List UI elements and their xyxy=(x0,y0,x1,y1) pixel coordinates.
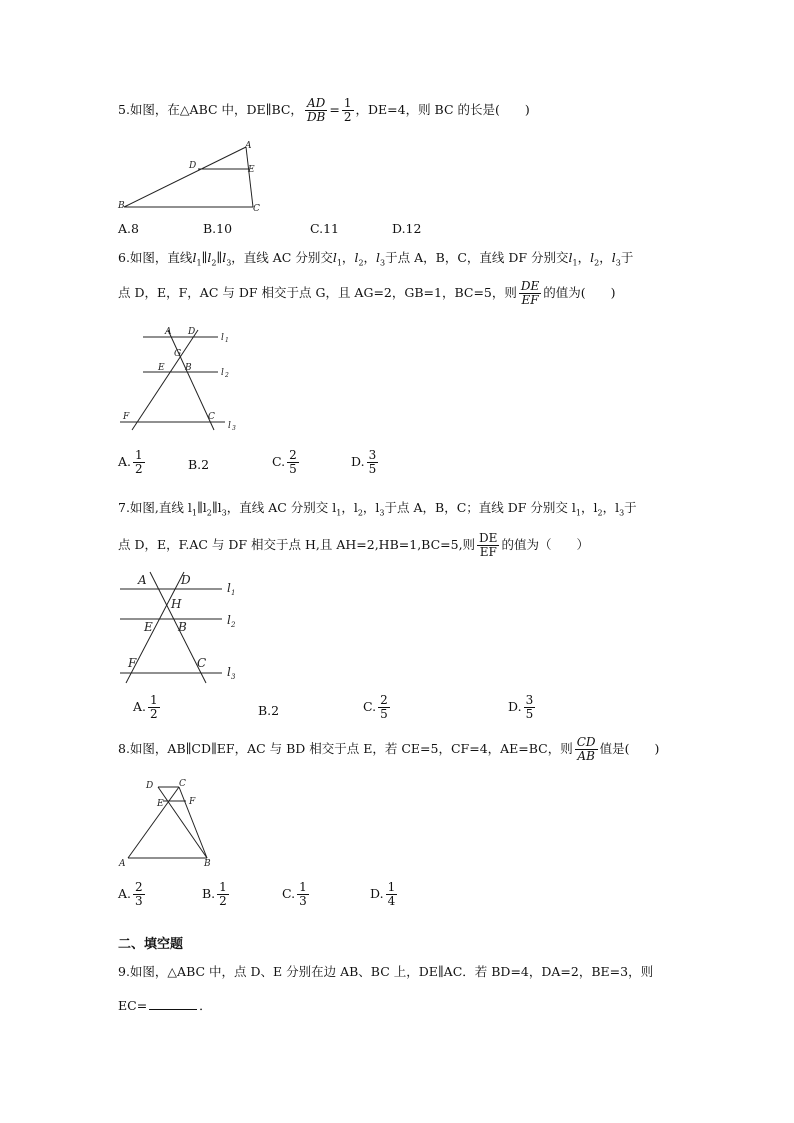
q5-label-A: A xyxy=(245,141,252,151)
q6-text-e: 于点 A，B，C，直线 DF 分别交 xyxy=(385,250,569,265)
q6-l3: l xyxy=(222,250,227,265)
q6-label-F: F xyxy=(123,412,130,422)
q7-par1: ∥l xyxy=(196,500,207,515)
q6-l1-sub: 1 xyxy=(196,258,202,268)
q7-s2c: 2 xyxy=(597,508,603,518)
q8-label-F: F xyxy=(189,797,196,807)
q7-label-l1: l xyxy=(227,581,231,595)
q6-l2b: l xyxy=(354,250,359,265)
q6-l3-sub: 3 xyxy=(226,258,232,268)
q8-option-c-prefix: C. xyxy=(282,886,296,901)
q6-l3b-sub: 3 xyxy=(380,258,386,268)
q8-text-b: 值是( ) xyxy=(599,741,660,756)
q8-option-b[interactable] xyxy=(202,881,231,908)
q8-label-B: B xyxy=(204,859,211,869)
q7-s3: 3 xyxy=(221,508,227,518)
q8-label-A: A xyxy=(119,859,126,869)
q6-l3c: l xyxy=(611,250,616,265)
q7-text-e: 于点 A，B，C；直线 DF 分别交 l xyxy=(384,500,576,515)
q6-l3c-sub: 3 xyxy=(615,258,621,268)
q6-label-D: D xyxy=(188,327,196,337)
q5-value-num: 1 xyxy=(343,96,352,110)
q6-text-c2: ， xyxy=(577,250,591,265)
q8-option-d-prefix: D. xyxy=(370,886,384,901)
q6-l2: l xyxy=(207,250,212,265)
q7-option-a-prefix: A. xyxy=(133,699,147,714)
q5-value-den: 2 xyxy=(343,110,352,124)
q6-label-E: E xyxy=(158,363,165,373)
q8-option-c[interactable] xyxy=(282,881,311,908)
q7-s3b: 3 xyxy=(379,508,385,518)
q6-option-a-prefix: A. xyxy=(118,454,132,469)
q7-par2: ∥l xyxy=(211,500,222,515)
q6-par1: ∥ xyxy=(201,250,208,265)
q5-stem-text-b: ，DE=4，则 BC 的长是( ) xyxy=(355,102,530,117)
q8-option-b-prefix: B. xyxy=(202,886,216,901)
q8-option-b-den: 2 xyxy=(219,894,227,908)
q7-ratio-den: EF xyxy=(479,545,497,559)
q7-text-b: ，直线 AC 分别交 l xyxy=(226,500,337,515)
q7-option-c-num: 2 xyxy=(380,693,388,707)
q6-l2c-sub: 2 xyxy=(594,258,600,268)
q7-option-d-prefix: D. xyxy=(508,699,522,714)
q6-label-l1: l xyxy=(221,333,224,343)
q7-label-l2-sub: 2 xyxy=(231,621,236,629)
q5-option-a[interactable]: A.8 xyxy=(118,221,139,236)
q7-s2: 2 xyxy=(206,508,212,518)
q6-text-line2: 点 D，E，F，AC 与 DF 相交于点 G，且 AG=2，GB=1，BC=5，则 xyxy=(118,285,517,300)
q7-label-l2: l xyxy=(227,613,231,627)
q6-l1: l xyxy=(192,250,197,265)
q7-label-A: A xyxy=(138,573,147,587)
q7-label-D: D xyxy=(181,573,191,587)
q6-l2b-sub: 2 xyxy=(358,258,364,268)
q6-option-a-den: 2 xyxy=(135,462,143,476)
q7-text-line2b: 的值为（ ） xyxy=(501,537,589,552)
q6-label-l3: l xyxy=(228,421,231,431)
q6-l2-sub: 2 xyxy=(211,258,217,268)
q6-option-c-prefix: C. xyxy=(272,454,286,469)
q7-label-E: E xyxy=(144,620,153,634)
q5-option-c[interactable]: C.11 xyxy=(310,221,339,236)
section-title-fill-blank: 二、填空题 xyxy=(118,937,184,952)
q5-label-D: D xyxy=(189,161,197,171)
q7-label-C: C xyxy=(197,656,207,670)
q7-label-l3-sub: 3 xyxy=(231,673,236,681)
q7-option-b[interactable]: B.2 xyxy=(258,703,280,718)
q7-option-c-den: 5 xyxy=(380,707,388,721)
q7-label-F: F xyxy=(128,656,137,670)
q7-s1c: 1 xyxy=(575,508,581,518)
q7-s3c: 3 xyxy=(619,508,625,518)
q7-text-h: 于 xyxy=(624,500,637,515)
q7-label-H: H xyxy=(171,597,182,611)
q8-option-a[interactable] xyxy=(118,881,147,908)
q8-option-b-num: 1 xyxy=(219,880,227,894)
q9-text-a: EC= xyxy=(118,998,148,1013)
q7-label-l3: l xyxy=(227,665,231,679)
q8-ratio-den: AB xyxy=(577,749,595,763)
q7-option-c-prefix: C. xyxy=(363,699,377,714)
q8-option-d-num: 1 xyxy=(387,880,396,894)
q6-label-l2-sub: 2 xyxy=(225,372,229,379)
q6-label-A: A xyxy=(165,327,172,337)
q8-option-b-fraction xyxy=(217,881,229,908)
q7-s2b: 2 xyxy=(357,508,363,518)
q6-text-f: 于 xyxy=(620,250,634,265)
q5-option-d[interactable]: D.12 xyxy=(392,221,422,236)
q8-option-a-num: 2 xyxy=(135,880,143,894)
q6-text-d2: ， xyxy=(599,250,612,265)
q6-par2: ∥ xyxy=(216,250,223,265)
q6-l1c-sub: 1 xyxy=(572,258,578,268)
q5-option-b[interactable]: B.10 xyxy=(203,221,233,236)
q7-option-a-den: 2 xyxy=(150,707,158,721)
q8-ratio-num: CD xyxy=(576,735,596,749)
q9-text-b: ． xyxy=(199,998,212,1013)
q8-option-c-den: 3 xyxy=(299,894,307,908)
q5-ratio-den: DB xyxy=(306,110,326,124)
q6-option-b[interactable]: B.2 xyxy=(188,457,210,472)
q7-text-d: ，l xyxy=(362,500,380,515)
q7-text-a: 7.如图,直线 l xyxy=(118,500,192,515)
q5-ratio-num: AD xyxy=(305,97,327,111)
q8-option-d[interactable] xyxy=(370,881,399,908)
q6-l1c: l xyxy=(568,250,573,265)
q7-ratio-num: DE xyxy=(479,531,498,545)
q6-text-a: 6.如图，直线 xyxy=(118,250,193,265)
q6-label-C: C xyxy=(208,412,215,422)
q6-option-d-prefix: D. xyxy=(351,454,365,469)
q6-label-l2: l xyxy=(221,368,224,378)
q6-label-l1-sub: 1 xyxy=(225,337,229,344)
q9-stem-line1: 9.如图，△ABC 中，点 D、E 分别在边 AB、BC 上，DE∥AC．若 BD=4，DA=2，BE=3，则 xyxy=(118,964,654,979)
q8-label-C: C xyxy=(179,779,186,789)
q6-option-c-den: 5 xyxy=(289,462,297,476)
q7-text-f: ，l xyxy=(580,500,598,515)
q8-option-a-fraction xyxy=(133,881,145,908)
q7-label-B: B xyxy=(178,620,187,634)
q8-text-a: 8.如图，AB∥CD∥EF，AC 与 BD 相交于点 E，若 CE=5，CF=4，AE=BC，则 xyxy=(118,741,573,756)
q6-label-l3-sub: 3 xyxy=(232,425,236,432)
q7-label-l1-sub: 1 xyxy=(231,589,236,597)
q6-ratio-den: EF xyxy=(521,293,539,307)
q5-label-E: E xyxy=(248,165,255,175)
q6-text-c: ， xyxy=(341,250,355,265)
q5-label-B: B xyxy=(118,201,125,211)
q6-label-G: G xyxy=(174,349,182,359)
q6-l3b: l xyxy=(376,250,381,265)
q5-stem-text: 5.如图，在△ABC 中，DE∥BC， xyxy=(118,102,303,117)
q9-answer-blank[interactable] xyxy=(149,998,197,1010)
q9-stem-line2 xyxy=(118,998,212,1014)
q8-option-a-den: 3 xyxy=(135,894,143,908)
q7-text-line2: 点 D，E，F.AC 与 DF 相交于点 H,且 AH=2,HB=1,BC=5,则 xyxy=(118,537,476,552)
q5-eq: = xyxy=(329,102,340,117)
q6-text-b: ，直线 AC 分别交 xyxy=(231,250,333,265)
q6-option-c-num: 2 xyxy=(289,448,297,462)
q6-l1b: l xyxy=(332,250,337,265)
q8-option-d-fraction xyxy=(386,881,398,908)
q6-label-B: B xyxy=(185,363,192,373)
q7-s1: 1 xyxy=(191,508,197,518)
q8-label-D: D xyxy=(146,781,154,791)
q6-l1b-sub: 1 xyxy=(336,258,342,268)
q6-ratio-num: DE xyxy=(520,279,540,293)
q6-text-d: ， xyxy=(363,250,377,265)
q8-label-E: E xyxy=(157,799,164,809)
q8-option-a-prefix: A. xyxy=(118,886,132,901)
q7-text-g: ，l xyxy=(602,500,620,515)
q7-s1b: 1 xyxy=(336,508,342,518)
q8-option-c-num: 1 xyxy=(299,880,307,894)
q6-l2c: l xyxy=(590,250,595,265)
q8-option-d-den: 4 xyxy=(387,894,396,908)
q7-text-c: ，l xyxy=(341,500,358,515)
q7-option-d-num: 3 xyxy=(525,693,534,707)
q8-option-c-fraction xyxy=(297,881,309,908)
q6-option-a-num: 1 xyxy=(135,448,143,462)
q5-label-C: C xyxy=(253,204,260,214)
q7-option-d-den: 5 xyxy=(525,707,534,721)
q6-option-d-den: 5 xyxy=(368,462,377,476)
q6-option-d-num: 3 xyxy=(368,448,377,462)
q6-text-line2b: 的值为( ) xyxy=(543,285,616,300)
q7-option-a-num: 1 xyxy=(150,693,158,707)
